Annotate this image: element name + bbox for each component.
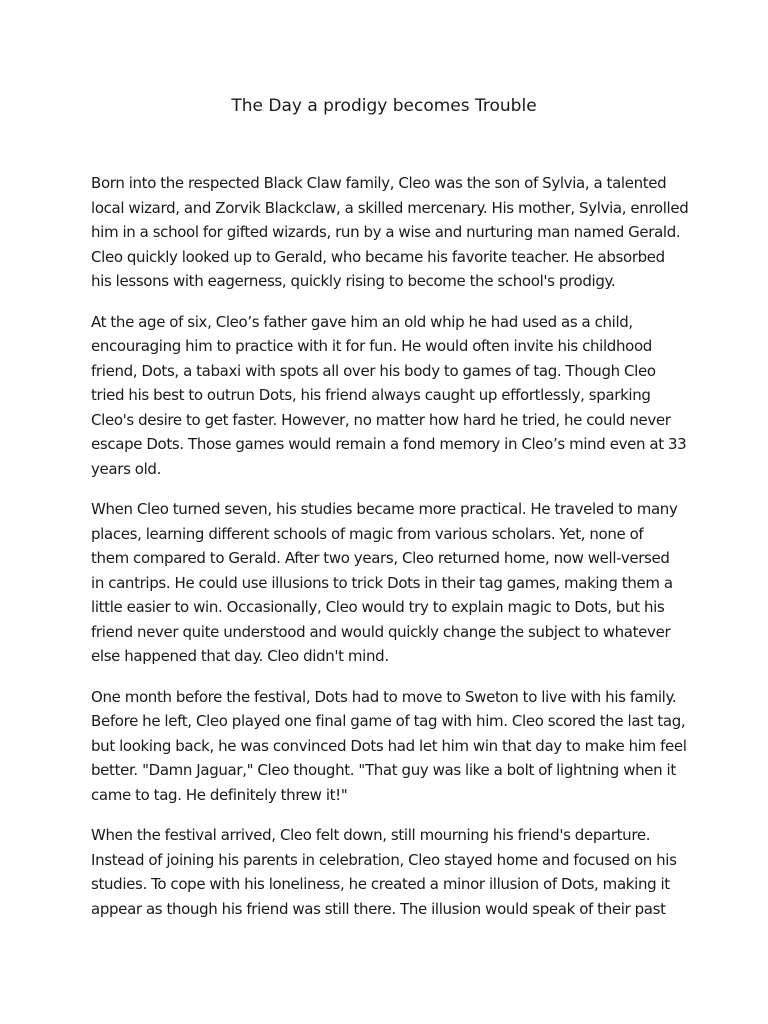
text-line: better. "Damn Jaguar," Cleo thought. "That guy was like a bolt of lightning when it	[91, 761, 676, 779]
text-line: tried his best to outrun Dots, his friend always caught up effortlessly, sparking	[91, 386, 651, 404]
text-line: him in a school for gifted wizards, run by a wise and nurturing man named Gerald.	[91, 223, 681, 241]
text-line: friend, Dots, a tabaxi with spots all over his body to games of tag. Though Cleo	[91, 361, 656, 380]
text-line: his lessons with eagerness, quickly rising to become the school's prodigy.	[91, 272, 616, 290]
text-line: them compared to Gerald. After two years, Cleo returned home, now well-versed	[91, 549, 670, 567]
text-line: in cantrips. He could use illusions to trick Dots in their tag games, making them a	[91, 573, 673, 592]
text-line: At the age of six, Cleo’s father gave him an old whip he had used as a child,	[91, 312, 633, 331]
text-line: escape Dots. Those games would remain a fond memory in Cleo’s mind even at 33	[91, 435, 687, 453]
text-line: Before he left, Cleo played one final game of tag with him. Cleo scored the last tag,	[91, 712, 686, 730]
document-title: The Day a prodigy becomes Trouble	[231, 96, 537, 116]
paragraph-4	[91, 685, 687, 808]
text-line: came to tag. He definitely threw it!"	[91, 785, 348, 804]
text-line: little easier to win. Occasionally, Cleo would try to explain magic to Dots, but his	[91, 598, 665, 616]
text-line: Cleo's desire to get faster. However, no matter how hard he tried, he could never	[91, 410, 671, 429]
paragraph-1	[91, 171, 689, 294]
paragraph-5	[91, 823, 681, 921]
document-body	[91, 171, 689, 937]
paragraph-2	[91, 310, 687, 482]
text-line: Cleo quickly looked up to Gerald, who became his favorite teacher. He absorbed	[91, 247, 665, 266]
text-line: When the festival arrived, Cleo felt down, still mourning his friend's departure.	[91, 826, 651, 844]
text-line: but looking back, he was convinced Dots had let him win that day to make him feel	[91, 736, 687, 755]
text-line: One month before the festival, Dots had to move to Sweton to live with his family.	[91, 687, 677, 706]
paragraph-3	[91, 497, 681, 669]
text-line: years old.	[91, 459, 161, 478]
text-line: studies. To cope with his loneliness, he created a minor illusion of Dots, making it	[91, 875, 670, 893]
text-line: Born into the respected Black Claw family, Cleo was the son of Sylvia, a talented	[91, 174, 667, 192]
text-line: When Cleo turned seven, his studies became more practical. He traveled to many	[91, 500, 678, 518]
text-line: appear as though his friend was still there. The illusion would speak of their past	[91, 899, 666, 918]
text-line: local wizard, and Zorvik Blackclaw, a skilled mercenary. His mother, Sylvia, enrolled	[91, 198, 689, 217]
text-line: friend never quite understood and would quickly change the subject to whatever	[91, 622, 671, 641]
text-line: encouraging him to practice with it for fun. He would often invite his childhood	[91, 337, 652, 355]
text-line: Instead of joining his parents in celebration, Cleo stayed home and focused on his	[91, 850, 677, 869]
text-line: places, learning different schools of magic from various scholars. Yet, none of	[91, 524, 644, 543]
text-line: else happened that day. Cleo didn't mind.	[91, 647, 389, 665]
